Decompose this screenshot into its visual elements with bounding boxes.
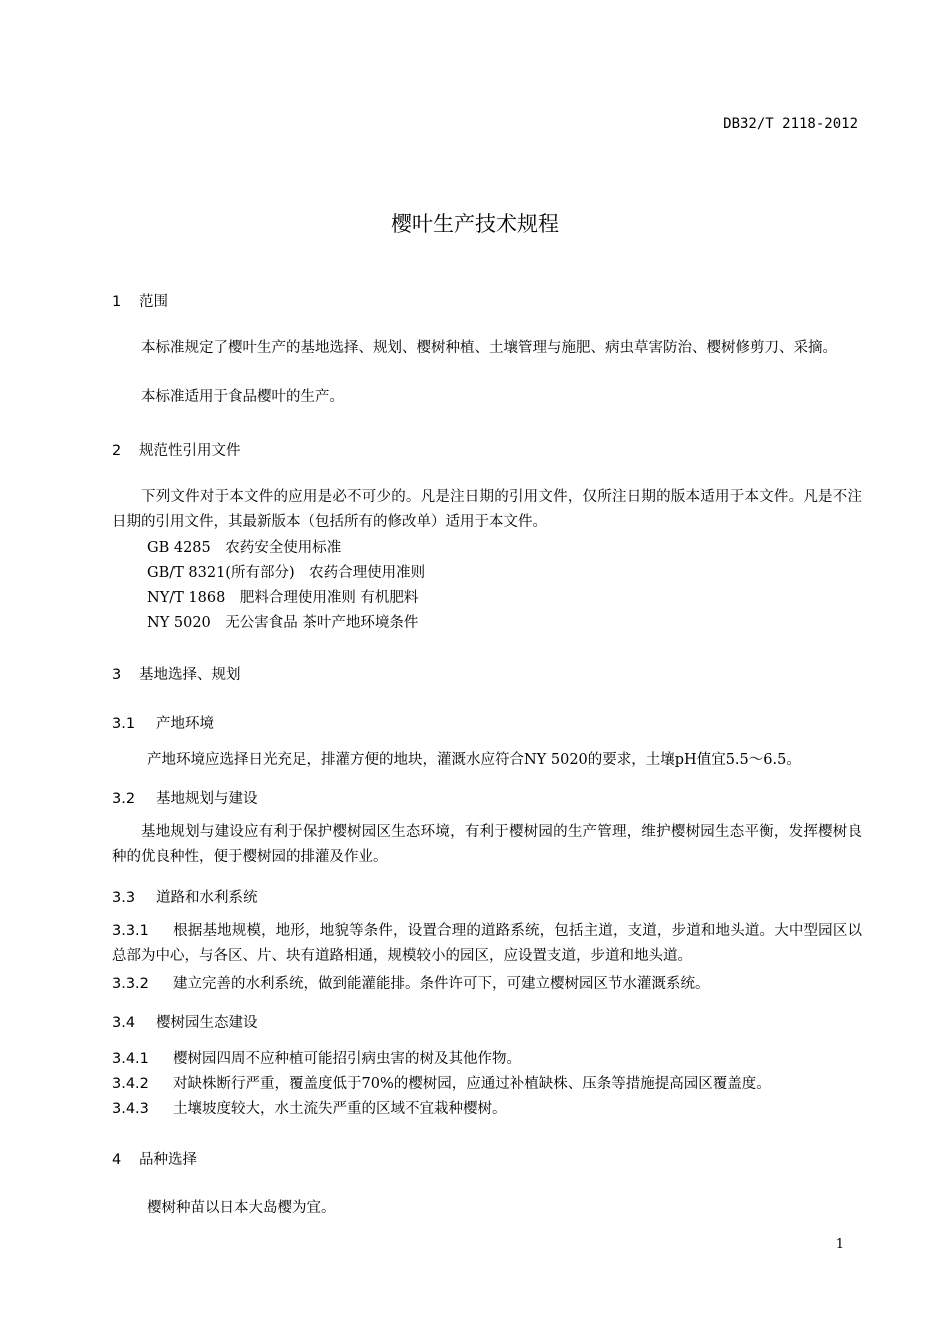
references-paragraph: 下列文件对于本文件的应用是必不可少的。凡是注日期的引用文件，仅所注日期的版本适用于本文件。凡是不注日期的引用文件，其最新版本（包括所有的修改单）适用于本文件。: [112, 489, 862, 530]
clause-number: 3.4.3: [112, 1101, 149, 1117]
reference-item: GB 4285 农药安全使用标准: [147, 540, 342, 556]
clause-number: 3.3.2: [112, 976, 149, 992]
section-title: 规范性引用文件: [139, 443, 241, 459]
clause-number: 3.4.2: [112, 1076, 149, 1092]
subsection-title: 产地环境: [156, 716, 214, 732]
section-title: 基地选择、规划: [139, 667, 241, 683]
clause-text: 根据基地规模，地形，地貌等条件，设置合理的道路系统，包括主道，支道，步道和地头道。大中型园区以总部为中心，与各区、片、块有道路相通，规模较小的园区，应设置支道，步道和地头道。: [112, 923, 862, 964]
page-number: 1: [835, 1237, 844, 1252]
subsection-title: 道路和水利系统: [156, 890, 258, 906]
section-4-heading: [112, 1148, 197, 1169]
subsection-3-4-heading: [112, 1011, 258, 1032]
environment-text: 产地环境应选择日光充足，排灌方便的地块，灌溉水应符合NY 5020的要求，土壤pH值宜5.5～6.5。: [147, 752, 801, 768]
section-number: 4: [112, 1152, 122, 1168]
reference-item: GB/T 8321(所有部分) 农药合理使用准则: [147, 565, 426, 581]
clause-text: 樱树园四周不应种植可能招引病虫害的树及其他作物。: [173, 1051, 521, 1067]
section-number: 2: [112, 443, 122, 459]
subsection-number: 3.3: [112, 890, 136, 906]
variety-text: 樱树种苗以日本大岛樱为宜。: [147, 1200, 336, 1216]
section-3-heading: [112, 663, 241, 684]
subsection-title: 基地规划与建设: [156, 791, 258, 807]
reference-item: NY/T 1868 肥料合理使用准则 有机肥料: [147, 590, 419, 606]
scope-paragraph: 本标准规定了樱叶生产的基地选择、规划、樱树种植、土壤管理与施肥、病虫草害防治、樱树修剪刀、采摘。: [141, 340, 837, 356]
subsection-title: 樱树园生态建设: [156, 1015, 258, 1031]
subsection-number: 3.4: [112, 1015, 136, 1031]
subsection-number: 3.2: [112, 791, 136, 807]
section-title: 品种选择: [139, 1152, 197, 1168]
section-number: 3: [112, 667, 122, 683]
subsection-3-3-heading: [112, 886, 258, 907]
planning-paragraph: 基地规划与建设应有利于保护樱树园区生态环境，有利于樱树园的生产管理，维护樱树园生态平衡，发挥樱树良种的优良种性，便于樱树园的排灌及作业。: [112, 824, 862, 865]
section-title: 范围: [139, 294, 168, 310]
subsection-3-1-heading: [112, 712, 214, 733]
subsection-number: 3.1: [112, 716, 136, 732]
clause-number: 3.3.1: [112, 923, 149, 939]
clause-3-4-1: [112, 1047, 521, 1068]
subsection-3-2-heading: [112, 787, 258, 808]
reference-item: NY 5020 无公害食品 茶叶产地环境条件: [147, 615, 419, 631]
clause-text: 土壤坡度较大，水土流失严重的区域不宜栽种樱树。: [173, 1101, 507, 1117]
section-2-heading: [112, 439, 241, 460]
standard-code: DB32/T 2118-2012: [723, 116, 858, 132]
clause-3-4-3: [112, 1097, 507, 1118]
clause-text: 对缺株断行严重，覆盖度低于70%的樱树园，应通过补植缺株、压条等措施提高园区覆盖度。: [173, 1076, 771, 1092]
document-title: 樱叶生产技术规程: [391, 212, 559, 236]
clause-3-3-1: [112, 919, 862, 968]
scope-applicability: 本标准适用于食品樱叶的生产。: [141, 389, 344, 405]
clause-3-3-2: [112, 972, 710, 993]
clause-number: 3.4.1: [112, 1051, 149, 1067]
section-1-heading: [112, 290, 168, 311]
section-number: 1: [112, 294, 122, 310]
clause-text: 建立完善的水利系统，做到能灌能排。条件许可下，可建立樱树园区节水灌溉系统。: [173, 976, 710, 992]
clause-3-4-2: [112, 1072, 771, 1093]
